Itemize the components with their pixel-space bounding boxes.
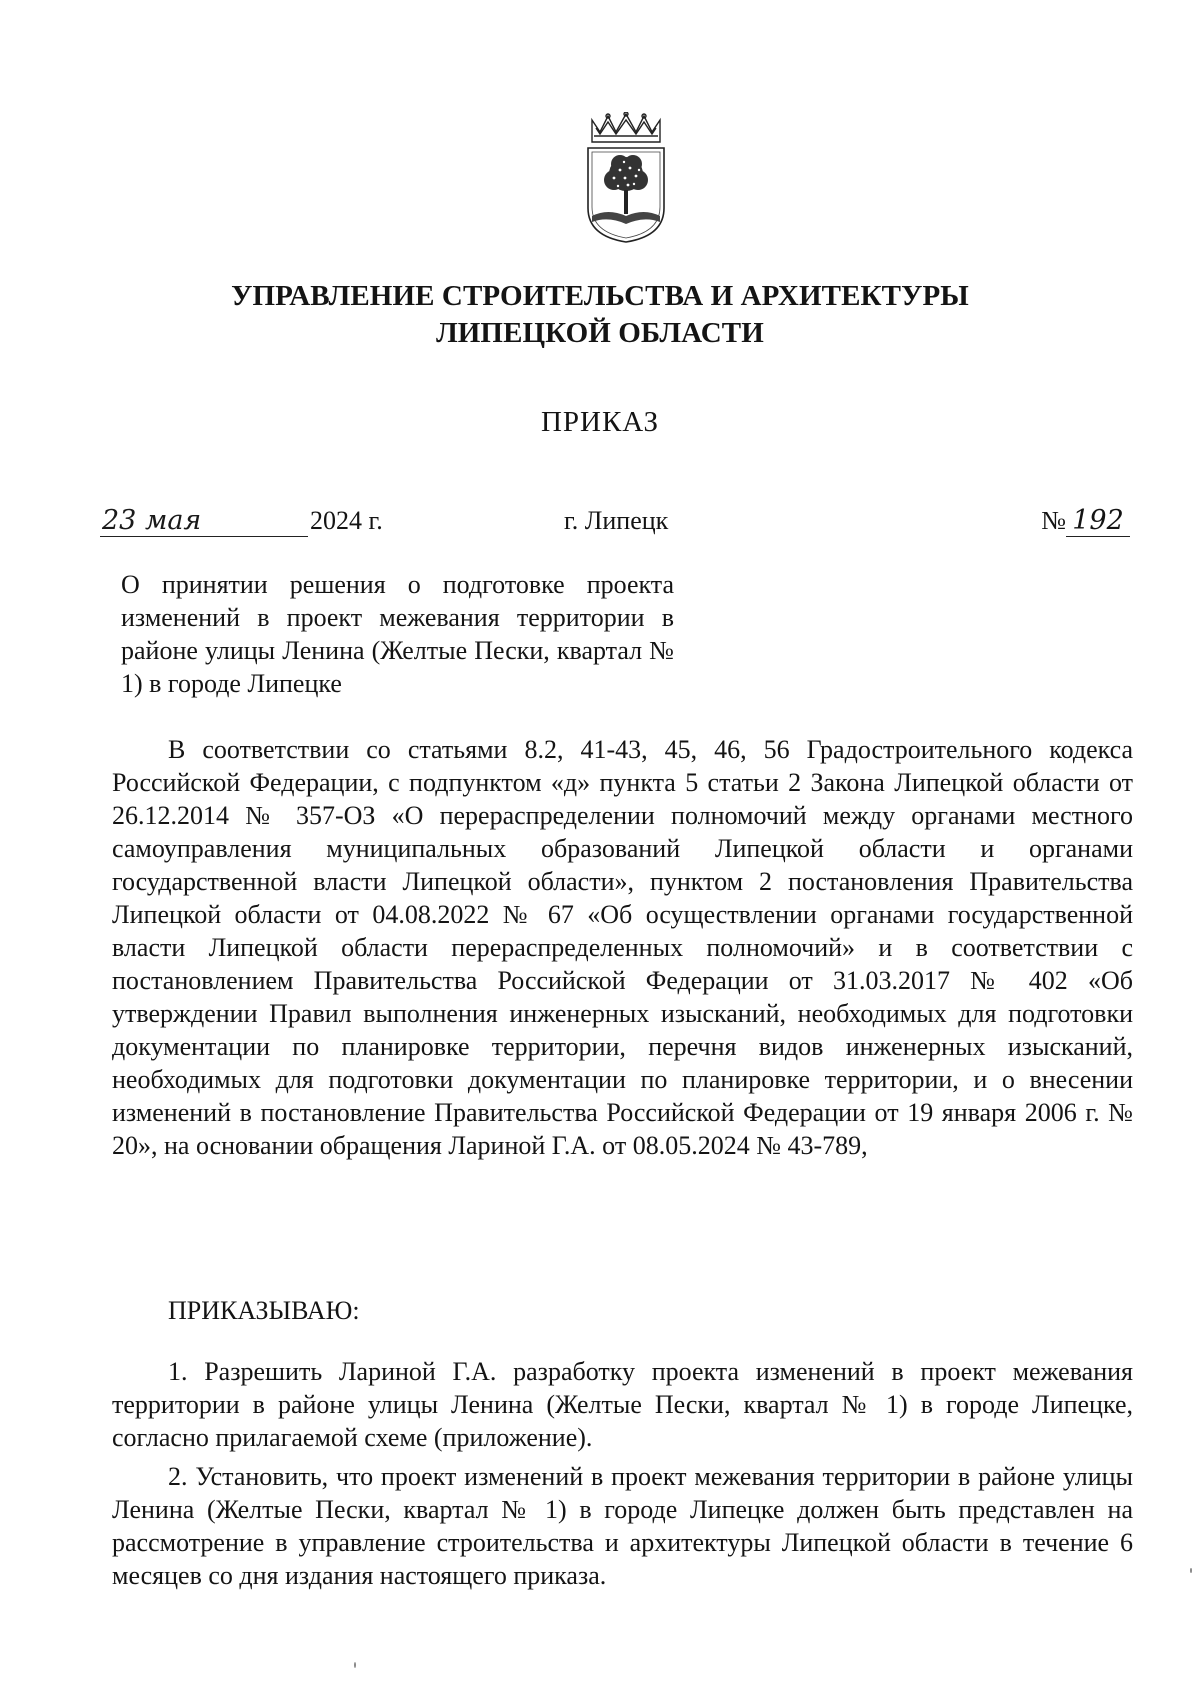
lipetsk-coat-of-arms-icon — [584, 112, 668, 244]
preamble-paragraph: В соответствии со статьями 8.2, 41-43, 45, 46, 56 Градостроительного кодекса Российской Федерации, с подпунктом «д» пункта 5 статьи 2 Закона Липецкой области от 26.12.2014 № 357-ОЗ «О перераспределении полномочий между органами местного самоуправления муниципальных образований Липецкой области и органами государственной власти Липецкой области», пунктом 2 постановления Правительства Липецкой области от 04.08.2022 № 67 «Об осуществлении органами государственной власти Липецкой области перераспределенных полномочий» и в соответствии с постановлением Правительства Российской Федерации от 31.03.2017 № 402 «Об утверждении Правил выполнения инженерных изысканий, необходимых для подготовки документации по планировке территории, перечня видов инженерных изысканий, необходимых для подготовки документации по планировке территории, и о внесении изменений в постановление Правительства Российской Федерации от 19 января 2006 г. № 20», на основании обращения Лариной Г.А. от 08.05.2024 № 43-789, — [112, 735, 1133, 1160]
scan-speck — [354, 1662, 356, 1668]
order-item-1: 1. Разрешить Лариной Г.А. разработку проекта изменений в проект межевания территории в районе улицы Ленина (Желтые Пески, квартал № 1) в городе Липецке, согласно прилагаемой схеме (приложение). — [112, 1357, 1133, 1452]
document-city: г. Липецк — [564, 506, 669, 535]
number-prefix: № — [1041, 506, 1066, 535]
document-date — [100, 506, 383, 537]
handwritten-number: 192 — [1066, 506, 1130, 537]
document-type: ПРИКАЗ — [540, 406, 660, 438]
organization-title-line1: УПРАВЛЕНИЕ СТРОИТЕЛЬСТВА И АРХИТЕКТУРЫ — [231, 280, 969, 312]
document-subject: О принятии решения о подготовке проекта изменений в проект межевания территории в районе улицы Ленина (Желтые Пески, квартал № 1) в городе Липецке — [121, 570, 674, 698]
date-year: 2024 г. — [310, 506, 383, 535]
order-item-2: 2. Установить, что проект изменений в проект межевания территории в районе улицы Ленина (Желтые Пески, квартал № 1) в городе Липецке должен быть представлен на рассмотрение в управление строительства и архитектуры Липецкой области в течение 6 месяцев со дня издания настоящего приказа. — [112, 1462, 1133, 1590]
organization-title-line2: ЛИПЕЦКОЙ ОБЛАСТИ — [436, 317, 764, 349]
document-number — [1041, 506, 1130, 537]
handwritten-date: 23 мая — [100, 506, 308, 537]
document-meta-row — [100, 506, 1130, 546]
order-heading: ПРИКАЗЫВАЮ: — [168, 1296, 360, 1325]
organization-title — [0, 278, 1200, 352]
scan-speck — [1190, 1568, 1192, 1573]
